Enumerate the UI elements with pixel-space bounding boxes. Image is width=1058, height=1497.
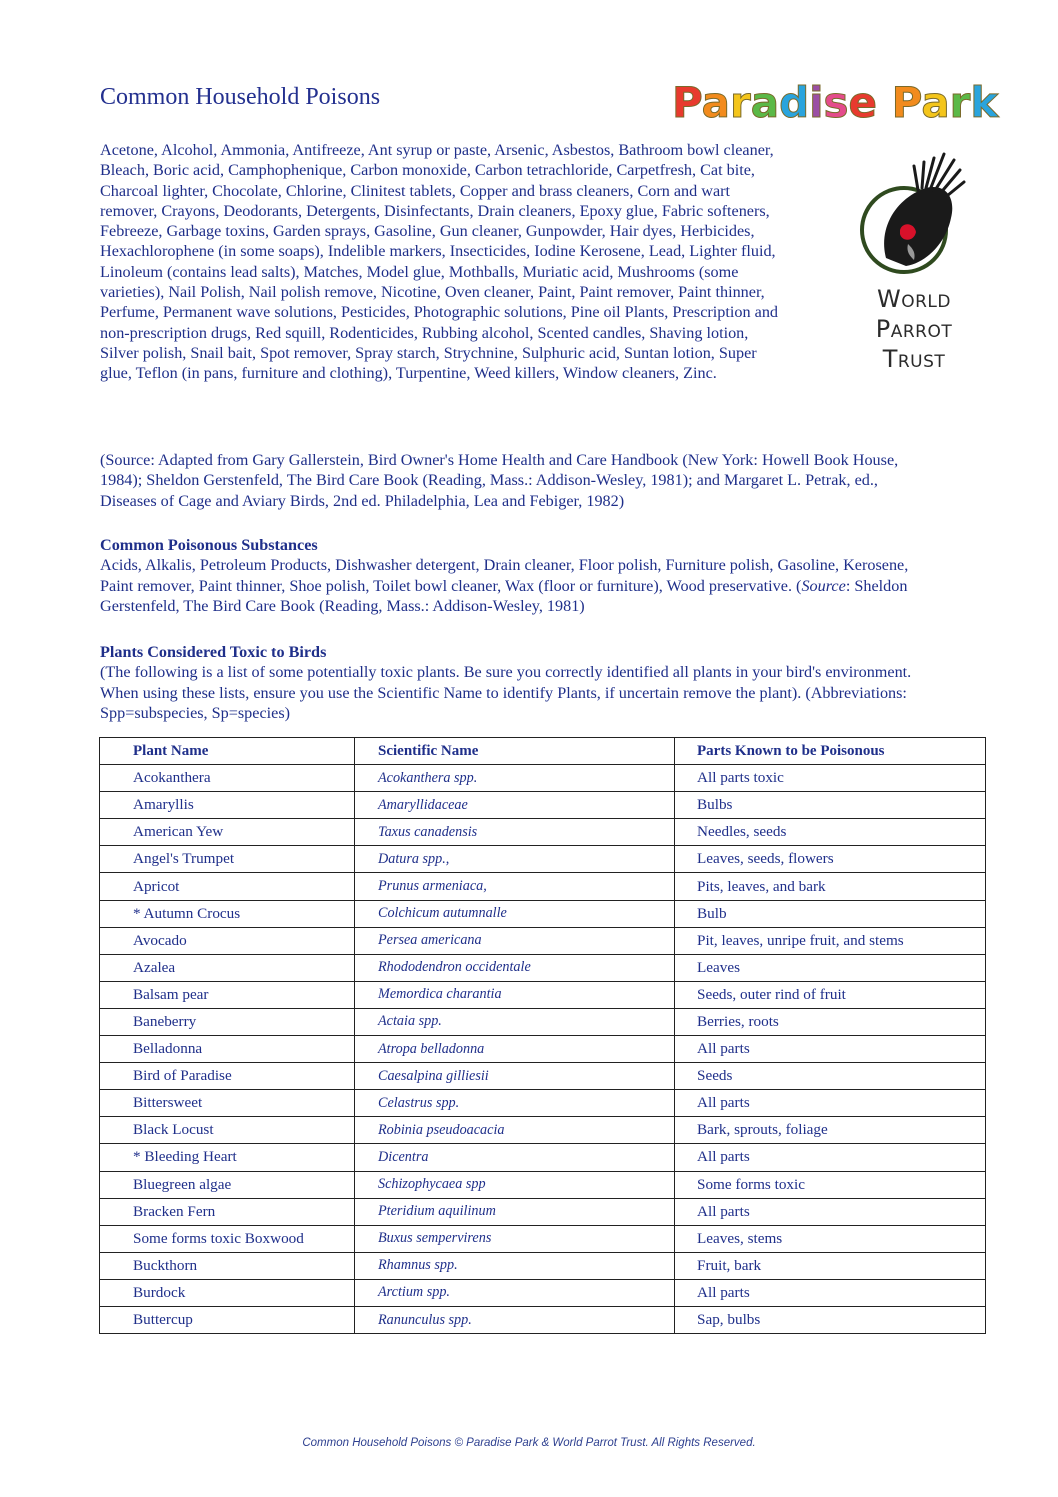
logo-letter: a — [921, 78, 950, 127]
poisonous-parts-cell: Sap, bulbs — [675, 1306, 986, 1333]
table-header-row — [100, 738, 986, 765]
poisonous-substances-body — [100, 555, 940, 616]
plant-name-cell: * Autumn Crocus — [100, 900, 355, 927]
poisonous-parts-cell: Leaves, seeds, flowers — [675, 846, 986, 873]
plant-name-cell: Buckthorn — [100, 1252, 355, 1279]
poisonous-parts-cell: Bulb — [675, 900, 986, 927]
logo-letter: r — [730, 78, 751, 127]
table-row — [100, 927, 986, 954]
plant-name-cell: Black Locust — [100, 1117, 355, 1144]
logo-letter: i — [809, 78, 824, 127]
poisonous-parts-cell: Berries, roots — [675, 1008, 986, 1035]
plant-name-cell: Azalea — [100, 954, 355, 981]
scientific-name-cell: Pteridium aquilinum — [355, 1198, 675, 1225]
scientific-name-cell: Datura spp., — [355, 846, 675, 873]
table-row — [100, 1171, 986, 1198]
wpt-line-1: World — [877, 285, 951, 313]
wpt-line-3: Trust — [882, 345, 946, 373]
table-row — [100, 1198, 986, 1225]
scientific-name-cell: Caesalpina gilliesii — [355, 1063, 675, 1090]
poisonous-parts-cell: All parts — [675, 1279, 986, 1306]
table-row — [100, 1063, 986, 1090]
table-row — [100, 1252, 986, 1279]
household-poisons-list: Acetone, Alcohol, Ammonia, Antifreeze, Ant syrup or paste, Arsenic, Asbestos, Bathroom bowl cleaner, Bleach, Boric acid, Camphophenique, Carbon monoxide, Carbon tetrachloride, Carpetfresh, Cat bite, Charcoal lighter, Chocolate, Chlorine, Clinitest tablets, Copper and brass cleaners, Corn and wart remover, Crayons, Deodorants, Detergents, Disinfectants, Drain cleaners, Epoxy glue, Fabric softeners, Febreeze, Garbage toxins, Garden sprays, Gasoline, Gun cleaner, Gunpowder, Hair dyes, Herbicides, Hexachlorophene (in some soaps), Indelible markers, Insecticides, Iodine Kerosene, Lead, Lighter fluid, Linoleum (contains lead salts), Matches, Model glue, Mothballs, Muriatic acid, Mushrooms (some varieties), Nail Polish, Nail polish remove, Nicotine, Oven cleaner, Paint, Paint remover, Paint thinner, Perfume, Permanent wave solutions, Pesticides, Photographic solutions, Pine oil Plants, Prescription and non-prescription drugs, Red squill, Rodenticides, Rubbing alcohol, Scented candles, Shaving lotion, Silver polish, Snail bait, Spot remover, Spray starch, Strychnine, Sulphuric acid, Suntan lotion, Super glue, Teflon (in pans, furniture and clothing), Turpentine, Weed killers, Window cleaners, Zinc. — [100, 141, 779, 383]
poisonous-substances-text: Acids, Alkalis, Petroleum Products, Dishwasher detergent, Drain cleaner, Floor polish, Furniture polish, Gasoline, Kerosene, Paint remover, Paint thinner, Shoe polish, Toilet bowl cleaner, Wax (floor or furniture), Wood preservative. ( — [100, 556, 909, 595]
plant-name-cell: Bird of Paradise — [100, 1063, 355, 1090]
logo-letter: a — [750, 78, 780, 127]
plant-name-cell: American Yew — [100, 819, 355, 846]
table-row — [100, 954, 986, 981]
logo-letter: P — [891, 78, 922, 127]
scientific-name-cell: Rhamnus spp. — [355, 1252, 675, 1279]
poisonous-substances-source: : Sheldon Gerstenfeld, The Bird Care Book (Reading, Mass.: Addison-Wesley, 1981) — [100, 576, 908, 615]
toxic-plants-table — [99, 737, 986, 1334]
scientific-name-cell: Atropa belladonna — [355, 1036, 675, 1063]
logo-letter: d — [779, 78, 810, 127]
table-row — [100, 1225, 986, 1252]
plant-name-cell: Balsam pear — [100, 981, 355, 1008]
table-row — [100, 1306, 986, 1333]
poisonous-parts-cell: Bark, sprouts, foliage — [675, 1117, 986, 1144]
scientific-name-cell: Dicentra — [355, 1144, 675, 1171]
table-row — [100, 981, 986, 1008]
table-row — [100, 1008, 986, 1035]
poisonous-parts-cell: Leaves — [675, 954, 986, 981]
source-citation: (Source: Adapted from Gary Gallerstein, Bird Owner's Home Health and Care Handbook (New York: Howell Book House, 1984); Sheldon Gerstenfeld, The Bird Care Book (Reading, Mass.: Addison-Wesley, 1981); and Margaret L. Petrak, ed., Diseases of Cage and Aviary Birds, 2nd ed. Philadelphia, Lea and Febiger, 1982) — [100, 451, 899, 510]
table-row — [100, 1036, 986, 1063]
table-row — [100, 792, 986, 819]
source-word: Source — [801, 576, 846, 595]
scientific-name-cell: Persea americana — [355, 927, 675, 954]
logo-letter: P — [672, 78, 702, 127]
plants-section — [100, 642, 930, 723]
scientific-name-cell: Ranunculus spp. — [355, 1306, 675, 1333]
scientific-name-cell: Taxus canadensis — [355, 819, 675, 846]
scientific-name-cell: Actaia spp. — [355, 1008, 675, 1035]
plant-name-cell: Baneberry — [100, 1008, 355, 1035]
plant-name-cell: Angel's Trumpet — [100, 846, 355, 873]
table-row — [100, 846, 986, 873]
plants-heading: Plants Considered Toxic to Birds — [100, 643, 327, 661]
scientific-name-cell: Rhododendron occidentale — [355, 954, 675, 981]
plant-name-cell: Buttercup — [100, 1306, 355, 1333]
scientific-name-cell: Robinia pseudoacacia — [355, 1117, 675, 1144]
table-body — [100, 765, 986, 1334]
table-row — [100, 1090, 986, 1117]
footer: Common Household Poisons © Paradise Park & World Parrot Trust. All Rights Reserved. — [302, 1437, 756, 1449]
poisonous-parts-cell: All parts toxic — [675, 765, 986, 792]
plant-name-cell: Bracken Fern — [100, 1198, 355, 1225]
plant-name-cell: Belladonna — [100, 1036, 355, 1063]
logo-letter: k — [970, 78, 999, 127]
scientific-name-cell: Colchicum autumnalle — [355, 900, 675, 927]
table-row — [100, 765, 986, 792]
poisonous-parts-cell: All parts — [675, 1144, 986, 1171]
poisonous-parts-cell: Pits, leaves, and bark — [675, 873, 986, 900]
poisonous-parts-cell: Fruit, bark — [675, 1252, 986, 1279]
poisonous-parts-cell: Some forms toxic — [675, 1171, 986, 1198]
table-row — [100, 819, 986, 846]
poisonous-parts-cell: All parts — [675, 1036, 986, 1063]
plant-name-cell: Bluegreen algae — [100, 1171, 355, 1198]
world-parrot-trust-wordmark — [856, 284, 972, 374]
page-title: Common Household Poisons — [100, 84, 381, 110]
poisonous-substances-heading: Common Poisonous Substances — [100, 536, 318, 554]
scientific-name-cell: Memordica charantia — [355, 981, 675, 1008]
poisonous-parts-cell: All parts — [675, 1090, 986, 1117]
plant-name-cell: Acokanthera — [100, 765, 355, 792]
scientific-name-cell: Amaryllidaceae — [355, 792, 675, 819]
plant-name-cell: Apricot — [100, 873, 355, 900]
scientific-name-cell: Arctium spp. — [355, 1279, 675, 1306]
plant-name-cell: * Bleeding Heart — [100, 1144, 355, 1171]
plant-name-cell: Burdock — [100, 1279, 355, 1306]
logo-letter: s — [823, 78, 849, 127]
poisonous-parts-cell: Needles, seeds — [675, 819, 986, 846]
plants-intro: (The following is a list of some potentially toxic plants. Be sure you correctly identified all plants in your bird's environment. When using these lists, ensure you use the Scientific Name to identify Plants, if uncertain remove the plant). (Abbreviations: Spp=subspecies, Sp=species) — [100, 663, 912, 722]
poisonous-parts-cell: All parts — [675, 1198, 986, 1225]
table-row — [100, 1117, 986, 1144]
column-header-scientific-name: Scientific Name — [355, 738, 675, 765]
poisonous-parts-cell: Leaves, stems — [675, 1225, 986, 1252]
table-row — [100, 900, 986, 927]
poisonous-parts-cell: Seeds, outer rind of fruit — [675, 981, 986, 1008]
poisonous-parts-cell: Bulbs — [675, 792, 986, 819]
poisonous-parts-cell: Pit, leaves, unripe fruit, and stems — [675, 927, 986, 954]
scientific-name-cell: Acokanthera spp. — [355, 765, 675, 792]
scientific-name-cell: Buxus sempervirens — [355, 1225, 675, 1252]
plant-name-cell: Amaryllis — [100, 792, 355, 819]
plant-name-cell: Some forms toxic Boxwood — [100, 1225, 355, 1252]
plant-name-cell: Avocado — [100, 927, 355, 954]
table-row — [100, 1279, 986, 1306]
scientific-name-cell: Celastrus spp. — [355, 1090, 675, 1117]
poisonous-substances-section — [100, 535, 940, 616]
logo-letter: e — [848, 78, 878, 127]
paradise-park-logo — [672, 78, 998, 127]
table-row — [100, 1144, 986, 1171]
logo-letter — [877, 78, 892, 127]
logo-letter: a — [701, 78, 730, 127]
scientific-name-cell: Prunus armeniaca, — [355, 873, 675, 900]
plant-name-cell: Bittersweet — [100, 1090, 355, 1117]
table-row — [100, 873, 986, 900]
column-header-plant-name: Plant Name — [100, 738, 355, 765]
poisonous-parts-cell: Seeds — [675, 1063, 986, 1090]
column-header-parts-poisonous: Parts Known to be Poisonous — [675, 738, 986, 765]
wpt-line-2: Parrot — [875, 315, 953, 343]
logo-letter: r — [949, 78, 971, 127]
scientific-name-cell: Schizophycaea spp — [355, 1171, 675, 1198]
